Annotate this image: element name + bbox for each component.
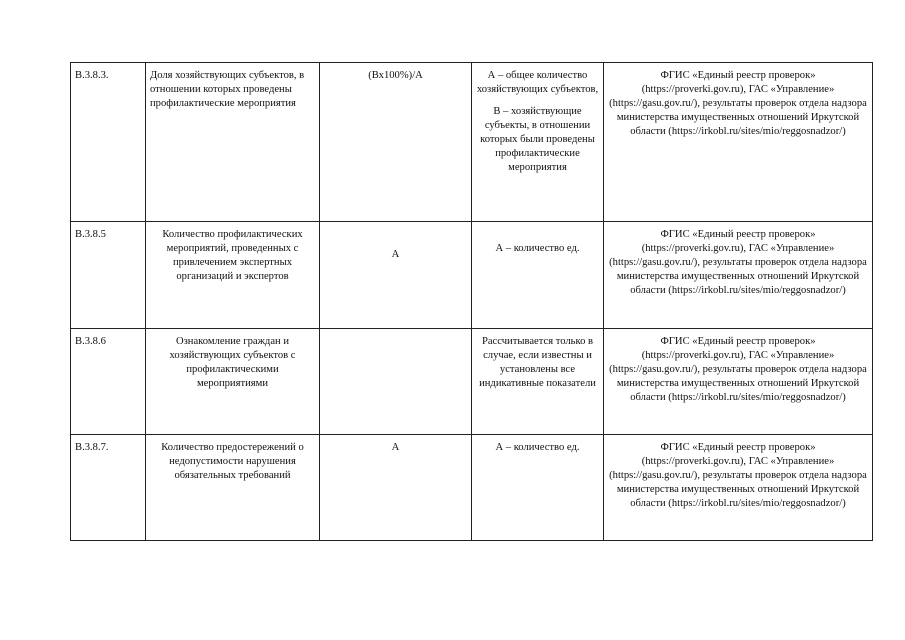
indicator-variables <box>472 222 604 329</box>
indicator-name <box>146 63 320 222</box>
indicator-code: В.3.8.3. <box>71 63 146 222</box>
indicator-variables: А – количество ед. <box>472 435 604 541</box>
variable-a-description: А – общее количество хозяйствующих субъектов, <box>476 70 599 95</box>
indicator-formula: А <box>320 435 472 541</box>
indicator-source: ФГИС «Единый реестр проверок» (https://proverki.gov.ru), ГАС «Управление» (https://gasu.gov.ru/), результаты проверок отдела надзора министерства имущественных отношений Иркутской области (https://irkobl.ru/sites/mio/reggosnadzor/) <box>604 329 873 435</box>
indicator-formula: (Вх100%)/А <box>320 63 472 222</box>
indicator-code: В.3.8.5 <box>71 222 146 329</box>
indicator-variables <box>472 63 604 222</box>
indicator-name: Количество предостережений о недопустимости нарушения обязательных требований <box>146 435 320 541</box>
indicator-formula <box>320 222 472 329</box>
variable-a-description: А – количество ед. <box>495 243 580 254</box>
indicator-source: ФГИС «Единый реестр проверок» (https://proverki.gov.ru), ГАС «Управление» (https://gasu.gov.ru/), результаты проверок отдела надзора министерства имущественных отношений Иркутской области (https://irkobl.ru/sites/mio/reggosnadzor/) <box>604 222 873 329</box>
indicator-source: ФГИС «Единый реестр проверок» (https://proverki.gov.ru), ГАС «Управление» (https://gasu.gov.ru/), результаты проверок отдела надзора министерства имущественных отношений Иркутской области (https://irkobl.ru/sites/mio/reggosnadzor/) <box>604 435 873 541</box>
table-row <box>71 63 873 222</box>
indicator-name-text: Доля хозяйствующих субъектов, в отношении которых проведены профилактические мероприятия <box>150 70 305 109</box>
indicator-code: В.3.8.7. <box>71 435 146 541</box>
indicator-name: Ознакомление граждан и хозяйствующих субъектов с профилактическими мероприятиями <box>146 329 320 435</box>
variable-b-description: В – хозяйствующие субъекты, в отношении которых были проведены профилактические мероприятия <box>480 106 595 173</box>
indicator-code: В.3.8.6 <box>71 329 146 435</box>
indicator-name: Количество профилактических мероприятий, проведенных с привлечением экспертных организаций и экспертов <box>146 222 320 329</box>
indicator-variables: Рассчитывается только в случае, если известны и установлены все индикативные показатели <box>472 329 604 435</box>
table-row <box>71 329 873 435</box>
indicator-formula <box>320 329 472 435</box>
formula-text: А <box>391 249 400 260</box>
table-row <box>71 435 873 541</box>
table-row <box>71 222 873 329</box>
indicator-source: ФГИС «Единый реестр проверок» (https://proverki.gov.ru), ГАС «Управление» (https://gasu.gov.ru/), результаты проверок отдела надзора министерства имущественных отношений Иркутской области (https://irkobl.ru/sites/mio/reggosnadzor/) <box>604 63 873 222</box>
indicators-table <box>70 62 873 541</box>
